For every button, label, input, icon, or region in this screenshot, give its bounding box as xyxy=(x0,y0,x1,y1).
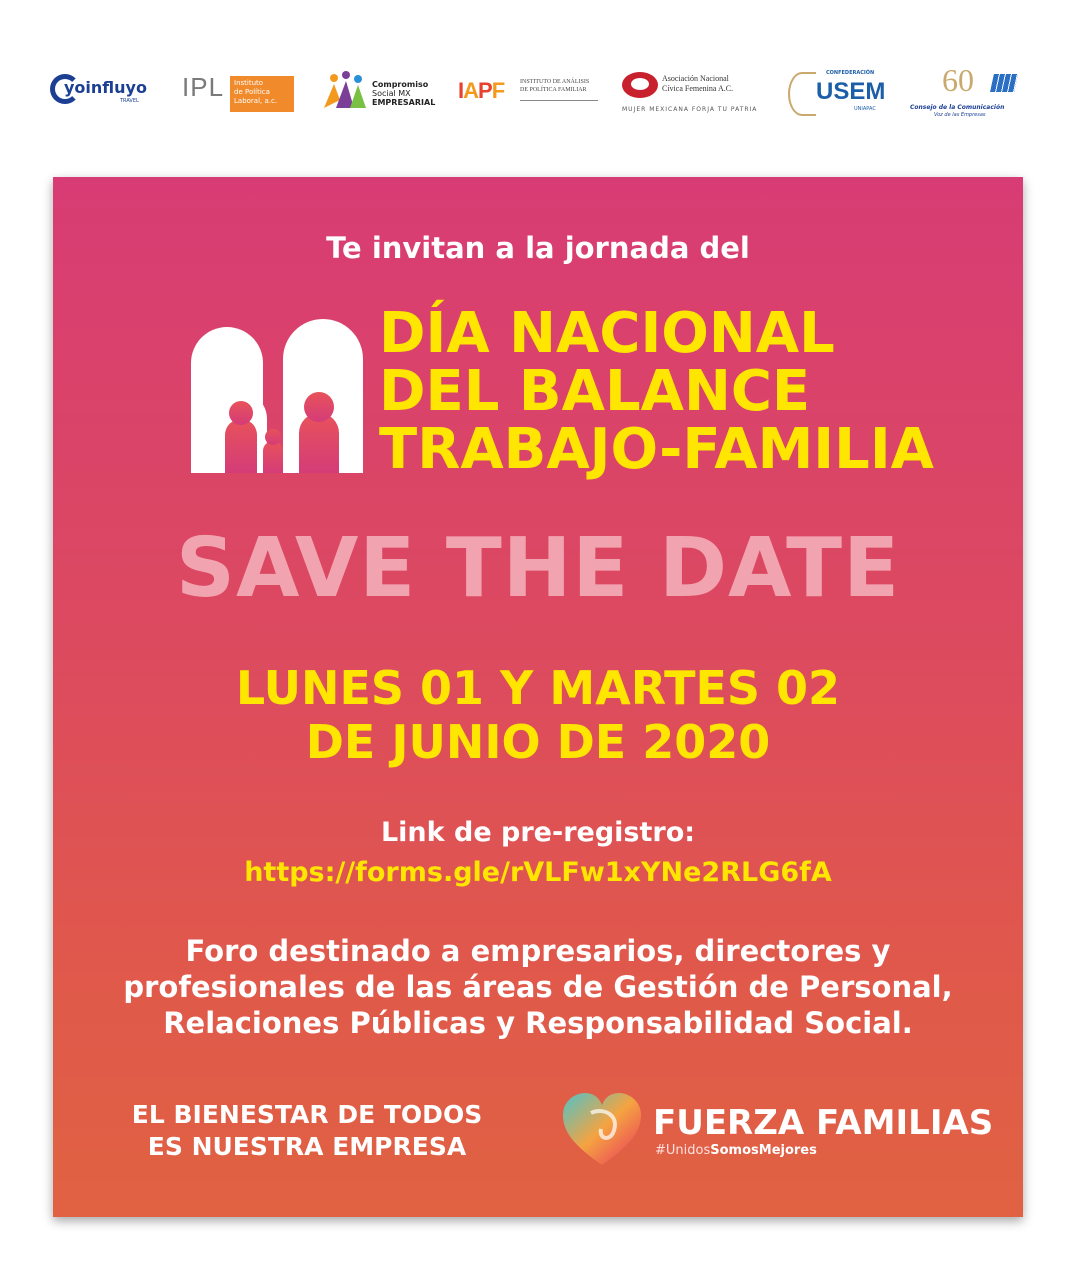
usem-sub: UNIAPAC xyxy=(854,106,876,112)
ipl-abbr: IPL xyxy=(182,72,225,102)
cce-line1: Consejo de la Comunicación xyxy=(910,104,1005,111)
event-date-line1: LUNES 01 Y MARTES 02 xyxy=(235,661,841,715)
ipl-box xyxy=(230,76,294,112)
invite-heading: Te invitan a la jornada del xyxy=(326,231,750,265)
partner-logos-strip xyxy=(50,60,1030,130)
ipl-line2: de Política xyxy=(234,88,270,96)
bienestar-line1: EL BIENESTAR DE TODOS xyxy=(131,1100,483,1129)
iapf-mark xyxy=(458,78,504,104)
acf-seal-icon xyxy=(622,72,658,98)
forum-line2: profesionales de las áreas de Gestión de Personal, xyxy=(123,970,953,1004)
iapf-letter: F xyxy=(491,78,505,103)
save-the-date: SAVE THE DATE xyxy=(175,521,901,616)
hashtag xyxy=(655,1143,817,1158)
yoinfluyo-subtitle: TRAVEL xyxy=(120,98,139,104)
forum-line1: Foro destinado a empresarios, directores y xyxy=(185,934,891,968)
iapf-letter: A xyxy=(463,78,479,103)
bienestar-line2: ES NUESTRA EMPRESA xyxy=(147,1132,467,1161)
cce-line2: Voz de las Empresas xyxy=(934,112,986,118)
iapf-line2: DE POLÍTICA FAMILIAR xyxy=(520,87,587,93)
fuerza-familias-brand: FUERZA FAMILIAS xyxy=(653,1103,994,1143)
hashtag-bold: SomosMejores xyxy=(710,1143,817,1158)
event-date-line2: DE JUNIO DE 2020 xyxy=(305,715,771,769)
hashtag-prefix: #Unidos xyxy=(655,1143,711,1158)
usem-wordmark: USEM xyxy=(816,78,886,105)
iapf-letter: P xyxy=(478,78,492,103)
acf-text xyxy=(662,74,733,94)
event-title-line2: DEL BALANCE xyxy=(379,359,811,424)
compromiso-line3: EMPRESARIAL xyxy=(372,98,436,107)
cce-anniversary-number: 60 xyxy=(942,62,974,98)
registration-link[interactable]: https://forms.gle/rVLFw1xYNe2RLG6fA xyxy=(244,857,832,888)
bienestar-slogan xyxy=(117,1099,497,1163)
event-title-line3: TRABAJO-FAMILIA xyxy=(379,417,934,482)
compromiso-line1: Compromiso xyxy=(372,80,429,89)
building-grid-icon xyxy=(990,74,1018,92)
event-poster xyxy=(53,177,1023,1217)
usem-top: CONFEDERACIÓN xyxy=(826,70,875,76)
event-title-line1: DÍA NACIONAL xyxy=(379,301,835,366)
acf-line1: Asociación Nacional xyxy=(662,74,729,83)
iapf-divider xyxy=(520,100,598,101)
iapf-letter: I xyxy=(458,78,464,103)
registration-label: Link de pre-registro: xyxy=(380,817,696,848)
yoinfluyo-wordmark: yoinfluyo xyxy=(64,78,147,97)
heart-icon xyxy=(563,1093,641,1169)
family-icon xyxy=(191,315,363,473)
ipl-line3: Laboral, a.c. xyxy=(234,97,278,105)
people-group-icon xyxy=(322,70,368,110)
forum-line3: Relaciones Públicas y Responsabilidad Social. xyxy=(163,1006,913,1040)
acf-line2: Cívica Femenina A.C. xyxy=(662,84,734,93)
acf-motto: MUJER MEXICANA FORJA TU PATRIA xyxy=(622,106,758,113)
iapf-text xyxy=(520,78,589,94)
ipl-line1: Instituto xyxy=(234,79,264,87)
compromiso-text xyxy=(372,80,435,107)
event-title xyxy=(379,301,934,482)
event-date xyxy=(53,661,1023,769)
usem-arc-icon xyxy=(788,72,816,116)
forum-description xyxy=(53,933,1023,1041)
iapf-line1: INSTITUTO DE ANÁLISIS xyxy=(520,79,590,85)
compromiso-line2: Social MX xyxy=(372,89,411,98)
